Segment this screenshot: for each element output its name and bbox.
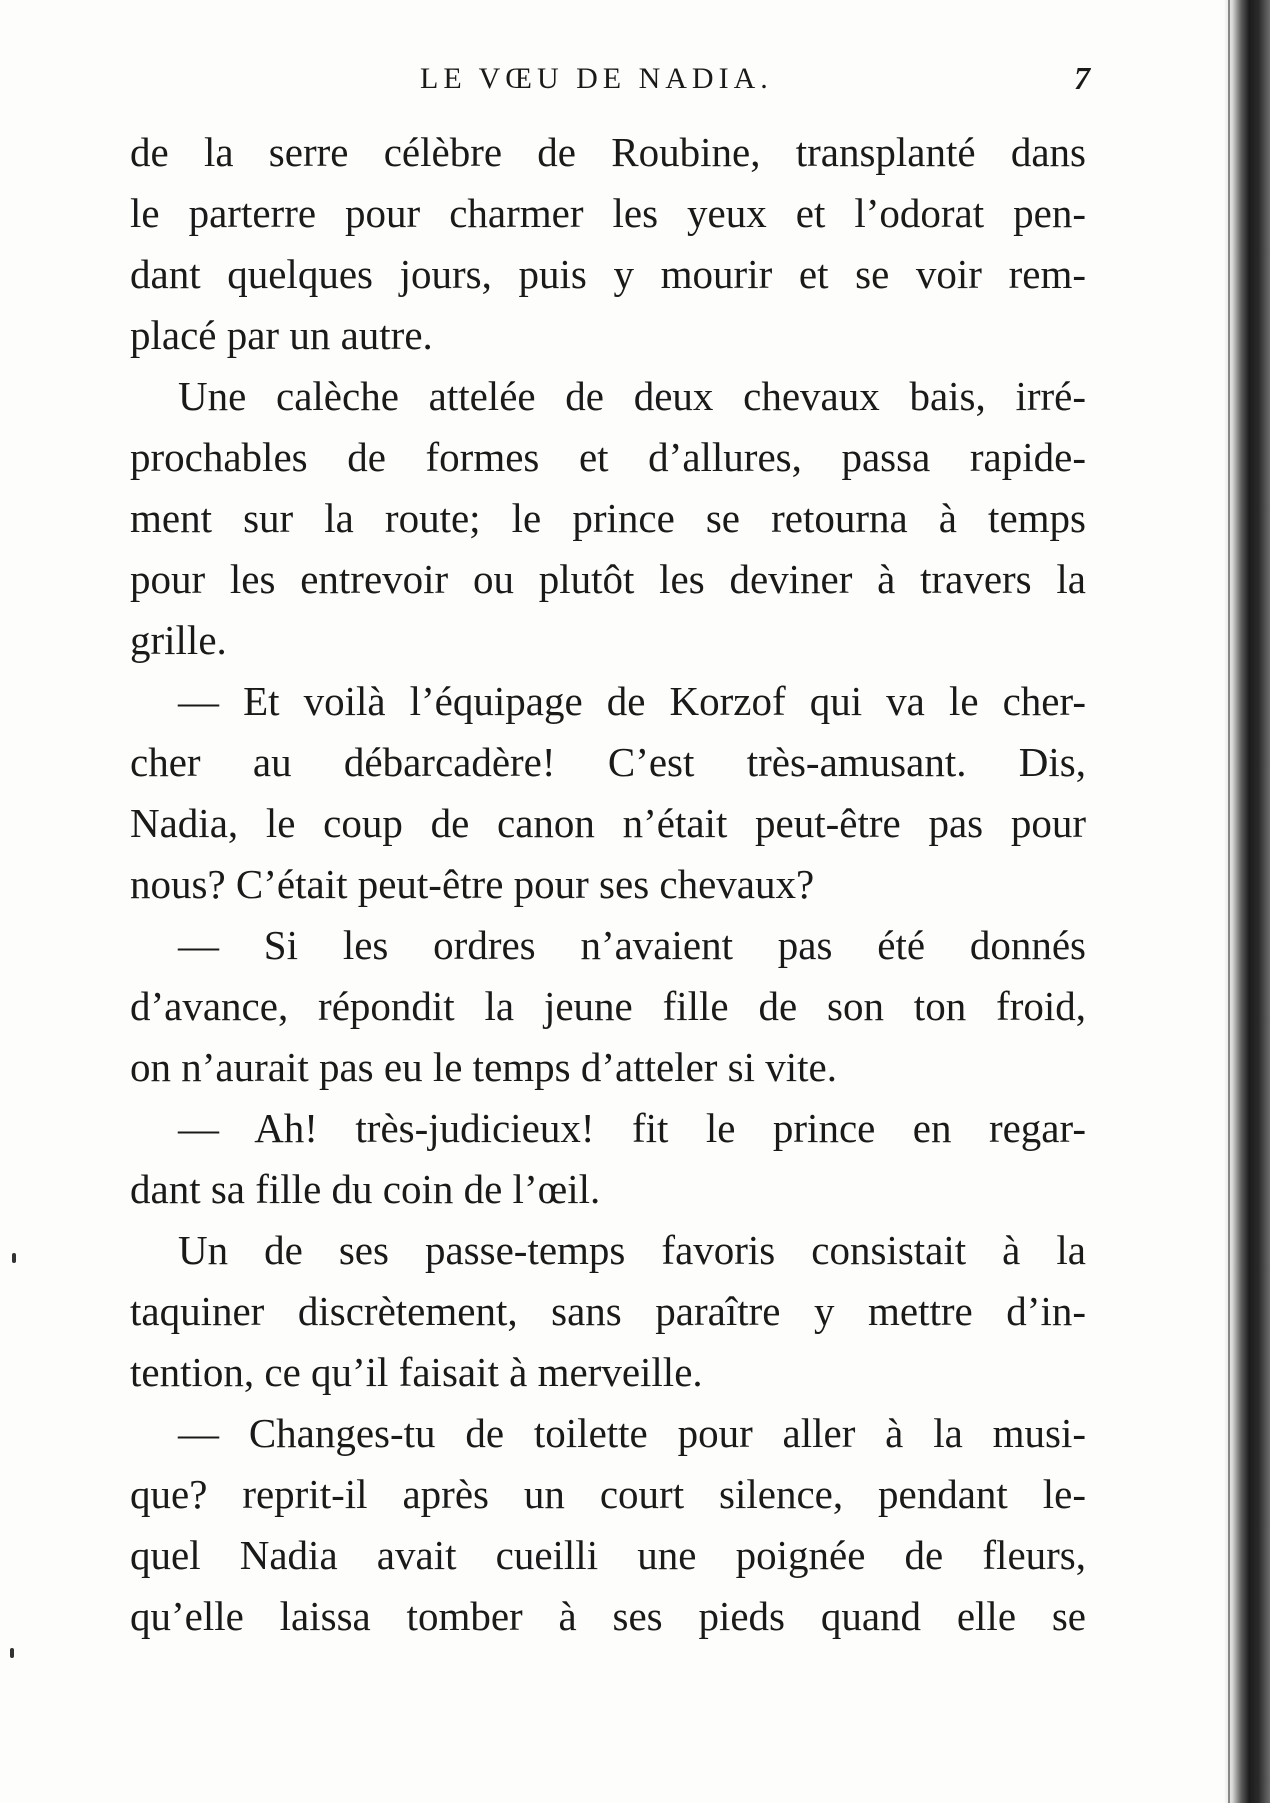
page-binding-line (1228, 0, 1230, 1803)
text-line: — Si les ordres n’avaient pas été donnés (178, 922, 1086, 968)
text-line: grille. (130, 617, 227, 663)
text-line: dant sa fille du coin de l’œil. (130, 1166, 601, 1212)
text-line: Nadia, le coup de canon n’était peut-être pas pour (130, 800, 1086, 846)
text-line: Une calèche attelée de deux chevaux bais, irré- (178, 373, 1086, 419)
text-line: d’avance, répondit la jeune fille de son ton froid, (130, 983, 1086, 1029)
text-line: on n’aurait pas eu le temps d’atteler si vite. (130, 1044, 838, 1090)
page-number: 7 (1074, 60, 1090, 96)
text-line: prochables de formes et d’allures, passa rapide- (130, 434, 1086, 480)
text-line: nous? C’était peut-être pour ses chevaux? (130, 861, 815, 907)
text-line: qu’elle laissa tomber à ses pieds quand elle se (130, 1593, 1086, 1639)
text-line: Un de ses passe-temps favoris consistait à la (178, 1227, 1086, 1273)
running-title: LE VŒU DE NADIA. (420, 62, 773, 95)
text-line: — Ah! très-judicieux! fit le prince en regar- (178, 1105, 1086, 1151)
margin-speck (12, 1253, 16, 1263)
text-line: cher au débarcadère! C’est très-amusant. Dis, (130, 739, 1086, 785)
text-line: de la serre célèbre de Roubine, transplanté dans (130, 129, 1086, 175)
page-binding-shadow (1224, 0, 1270, 1803)
text-line: pour les entrevoir ou plutôt les deviner à travers la (130, 556, 1086, 602)
text-line: placé par un autre. (130, 312, 433, 358)
text-line: quel Nadia avait cueilli une poignée de fleurs, (130, 1532, 1086, 1578)
body-text (130, 122, 1086, 1647)
text-line: — Et voilà l’équipage de Korzof qui va le cher- (178, 678, 1086, 724)
text-line: dant quelques jours, puis y mourir et se voir rem- (130, 251, 1086, 297)
text-line: le parterre pour charmer les yeux et l’odorat pen- (130, 190, 1086, 236)
text-line: tention, ce qu’il faisait à merveille. (130, 1349, 703, 1395)
text-line: — Changes-tu de toilette pour aller à la musi- (178, 1410, 1086, 1456)
text-line: ment sur la route; le prince se retourna à temps (130, 495, 1086, 541)
text-line: taquiner discrètement, sans paraître y mettre d’in- (130, 1288, 1086, 1334)
text-line: que? reprit-il après un court silence, pendant le- (130, 1471, 1086, 1517)
margin-speck (10, 1648, 14, 1658)
page-header (130, 62, 1090, 102)
